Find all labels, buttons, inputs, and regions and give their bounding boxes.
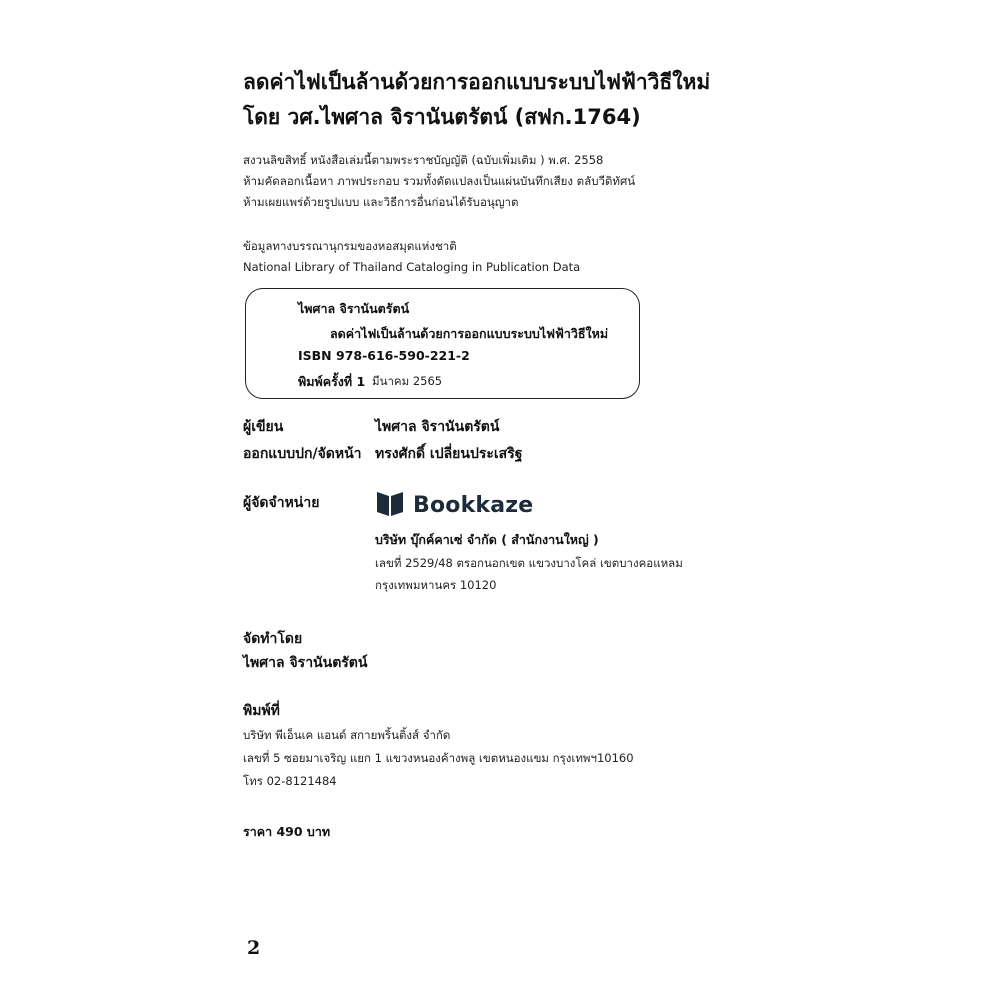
cataloging-english: National Library of Thailand Cataloging in Publication Data: [243, 260, 581, 274]
bookkaze-logo: [375, 488, 533, 522]
cip-author: ไพศาล จิรานันตรัตน์: [298, 301, 410, 316]
cataloging-thai: ข้อมูลทางบรรณานุกรมของหอสมุดแห่งชาติ: [243, 239, 457, 253]
distributor-label: ผู้จัดจำหน่าย: [243, 495, 320, 511]
printer-address: เลขที่ 5 ซอยมาเจริญ แยก 1 แขวงหนองค้างพลู เขตหนองแขม กรุงเทพฯ10160: [243, 751, 634, 765]
logo-text: Bookkaze: [413, 492, 534, 518]
book-title-line1: ลดค่าไฟเป็นล้านด้วยการออกแบบระบบไฟฟ้าวิธีใหม่: [243, 70, 711, 94]
printer-phone: โทร 02-8121484: [243, 774, 337, 788]
price: ราคา 490 บาท: [243, 824, 331, 839]
design-label: ออกแบบปก/จัดหน้า: [243, 446, 362, 462]
producer-value: ไพศาล จิรานันตรัตน์: [243, 655, 368, 671]
writer-label: ผู้เขียน: [243, 419, 284, 435]
distributor-address2: กรุงเทพมหานคร 10120: [375, 578, 497, 592]
producer-label: จัดทำโดย: [243, 631, 303, 647]
writer-value: ไพศาล จิรานันตรัตน์: [375, 419, 500, 435]
cip-edition-label: พิมพ์ครั้งที่ 1: [298, 374, 366, 389]
distributor-address1: เลขที่ 2529/48 ตรอกนอกเขต แขวงบางโคล่ เขตบางคอแหลม: [375, 556, 683, 570]
book-title-line2: โดย วศ.ไพศาล จิรานันตรัตน์ (สฟก.1764): [243, 105, 641, 129]
copyright-line2: ห้ามคัดลอกเนื้อหา ภาพประกอบ รวมทั้งดัดแปลงเป็นแผ่นบันทึกเสียง ตลับวีดิทัศน์: [243, 174, 636, 188]
copyright-line1: สงวนลิขสิทธิ์ หนังสือเล่มนี้ตามพระราชบัญญัติ (ฉบับเพิ่มเติม ) พ.ศ. 2558: [243, 153, 604, 167]
printer-label: พิมพ์ที่: [243, 703, 280, 719]
page-number: 2: [247, 937, 261, 959]
copyright-line3: ห้ามเผยแพร่ด้วยรูปแบบ และวิธีการอื่นก่อนได้รับอนุญาต: [243, 195, 519, 209]
cip-isbn: ISBN 978-616-590-221-2: [298, 348, 470, 363]
printer-company: บริษัท พีเอ็นเค แอนด์ สกายพริ้นติ้งส์ จำกัด: [243, 728, 451, 742]
book-logo-icon: [375, 488, 405, 522]
cip-edition-date: มีนาคม 2565: [372, 374, 443, 388]
distributor-company: บริษัท บุ๊กค์คาเซ่ จำกัด ( สำนักงานใหญ่ ): [375, 532, 599, 547]
design-value: ทรงศักดิ์ เปลี่ยนประเสริฐ: [375, 446, 523, 462]
cip-book-title: ลดค่าไฟเป็นล้านด้วยการออกแบบระบบไฟฟ้าวิธีใหม่: [330, 326, 609, 341]
